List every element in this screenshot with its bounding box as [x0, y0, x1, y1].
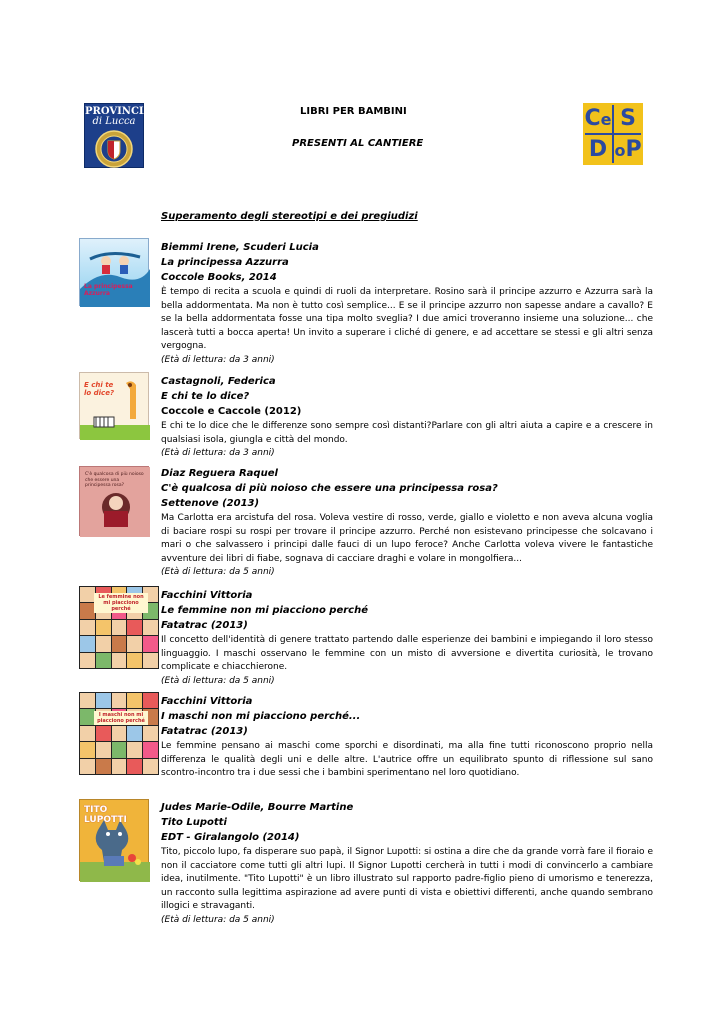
book-age: (Età di lettura: da 5 anni): [161, 914, 275, 925]
book-title: Tito Lupotti: [161, 817, 227, 828]
book-title: I maschi non mi piacciono perché...: [161, 711, 361, 722]
faces-grid-icon: [80, 693, 158, 774]
book-description: E chi te lo dice che le differenze sono sempre così distanti?Parlare con gli altri aiuta a capire e a crescere in qualsiasi isola, giungla e città del mondo.: [161, 421, 653, 445]
page-subtitle: PRESENTI AL CANTIERE: [292, 138, 424, 149]
book-age: (Età di lettura: da 3 anni): [161, 448, 275, 459]
cover-text: Le femmine non mi piacciono perché: [94, 593, 148, 613]
book-entry-2: [161, 374, 653, 461]
book-authors: Facchini Vittoria: [161, 696, 253, 707]
logo-letter: S: [620, 106, 636, 131]
section-title: Superamento degli stereotipi e dei pregiudizi: [161, 211, 418, 222]
book-cover-2: [79, 372, 149, 439]
logo-line1: PROVINCIA: [85, 106, 152, 117]
logo-letter: D: [588, 137, 608, 162]
book-description: È tempo di recita a scuola e quindi di ruoli da interpretare. Rosino sarà il principe azzurro e Azzurra sarà la bella addormentata. Ma non è tutto così semplice... E se il principe azzurro non sapesse andare a cavallo? E se la bella addormentata fosse una tipa molto sveglia? I due amici troveranno insieme una soluzione... che lascerà tutti a bocca aperta! Un invito a superare i cliché di genere, e ad accettare se stessi e gli altri senza vergogna.: [161, 287, 653, 352]
cover-text: TITO LUPOTTI: [84, 805, 127, 825]
book-publisher: EDT - Giralangolo (2014): [161, 832, 300, 843]
crest-icon: [94, 129, 134, 169]
book-entry-3: [161, 466, 653, 580]
book-title: C'è qualcosa di più noioso che essere una principessa rosa?: [161, 483, 498, 494]
book-publisher: Fatatrac (2013): [161, 726, 248, 737]
book-publisher: Fatatrac (2013): [161, 620, 248, 631]
book-authors: Biemmi Irene, Scuderi Lucia: [161, 242, 319, 253]
logo-letter: C: [584, 106, 601, 131]
book-description: Tito, piccolo lupo, fa disperare suo papà, il Signor Lupotti: si ostina a dire che da grande vorrà fare il fioraio e non il cacciatore come tutti gli altri lupi. Il Signor Lupotti cercherà in tutti i modi di convincerlo a cambiare idea, inutilmente. "Tito Lupotti" è un libro illustrato sul rapporto padre-figlio pieno di umorismo e tenerezza, un racconto sulla legittima aspirazione ad avere punti di vista e obiettivi differenti, anche quando sembrano illogici e stravaganti.: [161, 847, 653, 912]
book-entry-4: [161, 588, 653, 688]
book-title: E chi te lo dice?: [161, 391, 250, 402]
page-title: LIBRI PER BAMBINI: [300, 106, 407, 117]
book-entry-6: [161, 800, 653, 928]
logo-letter: P: [625, 137, 642, 162]
book-description: Ma Carlotta era arcistufa del rosa. Voleva vestire di rosso, verde, giallo e violetto e non aveva alcuna voglia di baciare rospi su rospi per trovare il principe azzurro. Perché non esistevano principesse che solcavano i mari o che salvassero i principi dalle fauci di un lupo feroce? Anche Carlotta voleva vivere le fantastiche avventure dei libri di fiabe, sognava di cacciare draghi e volare in mongolfiera...: [161, 513, 653, 564]
book-entry-1: [161, 240, 653, 368]
cover-text: E chi te lo dice?: [84, 381, 115, 397]
cover-text: I maschi non mi piacciono perché: [94, 711, 148, 725]
book-authors: Diaz Reguera Raquel: [161, 468, 278, 479]
book-publisher: Coccole Books, 2014: [161, 272, 277, 283]
cover-text: C'è qualcosa di più noioso che essere una principessa rosa?: [85, 472, 144, 488]
book-cover-4: [79, 586, 159, 669]
book-entry-5: [161, 694, 653, 781]
book-cover-6: [79, 799, 149, 881]
book-age: (Età di lettura: da 5 anni): [161, 567, 275, 578]
logo-line2: di Lucca: [92, 116, 136, 127]
book-cover-1: [79, 238, 149, 306]
book-age: (Età di lettura: da 5 anni): [161, 675, 275, 686]
book-title: La principessa Azzurra: [161, 257, 289, 268]
book-authors: Judes Marie-Odile, Bourre Martine: [161, 802, 354, 813]
book-description: Il concetto dell'identità di genere trattato partendo dalle esperienze dei bambini e impiegando il loro stesso linguaggio. I maschi osservano le femmine con un misto di avversione e divertita curiosità, le trovano complicate e chiacchierone.: [161, 635, 653, 673]
logo-divider: [585, 133, 641, 135]
book-cover-5: [79, 692, 159, 775]
book-authors: Facchini Vittoria: [161, 590, 253, 601]
book-authors: Castagnoli, Federica: [161, 376, 276, 387]
cover-text: La principessa Azzurra: [84, 283, 133, 297]
book-publisher: Coccole e Caccole (2012): [161, 406, 302, 417]
book-publisher: Settenove (2013): [161, 498, 260, 509]
book-title: Le femmine non mi piacciono perché: [161, 605, 368, 616]
cesdop-logo: [583, 103, 643, 165]
provincia-lucca-logo: [84, 103, 152, 168]
book-age: (Età di lettura: da 3 anni): [161, 354, 275, 365]
logo-letter: o: [614, 141, 626, 160]
book-cover-3: [79, 466, 149, 536]
logo-letter: e: [600, 110, 612, 129]
book-description: Le femmine pensano ai maschi come sporchi e disordinati, ma alla fine tutti riconoscono proprio nella differenza le qualità degli uni e delle altre. L'autrice offre un equilibrato spunto di riflessione sul sano scontro-incontro tra i due sessi che i bambini sperimentano nel loro quotidiano.: [161, 741, 653, 779]
